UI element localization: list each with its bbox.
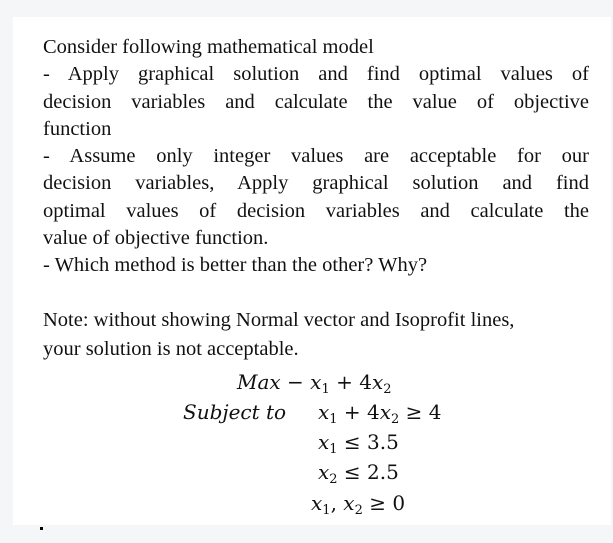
item3-line: - Which method is better than the other? Why? (43, 254, 428, 277)
constraint-2: $x_1 \le 3.5$ (318, 430, 399, 457)
stray-dot-mark (40, 527, 43, 530)
note-block (43, 306, 589, 364)
note-line2: your solution is not acceptable. (43, 338, 299, 360)
problem-statement (43, 34, 589, 280)
constraint-3: $x_2 \le 2.5$ (318, 460, 399, 487)
constraint-4: $x_1$, $x_2 \ge 0$ (311, 491, 406, 518)
item2-line4: value of objective function. (43, 227, 269, 250)
constraint-1: $x_1 + 4x_2 \ge 4$ (318, 400, 442, 427)
item1-line1: - Apply graphical solution and find optimal values of (43, 63, 589, 86)
objective-function: Max − $x_1 + 4x_2$ (237, 370, 392, 397)
item2-line1: - Assume only integer values are acceptable for our (43, 145, 589, 168)
note-line1: Note: without showing Normal vector and Isoprofit lines, (43, 309, 515, 331)
item2-line2: decision variables, Apply graphical solution and find (43, 172, 589, 195)
item1-line3: function (43, 117, 112, 140)
item1-line2: decision variables and calculate the value of objective (43, 90, 589, 113)
objective-minus: − (287, 370, 311, 394)
objective-keyword: Max (237, 370, 281, 394)
intro-line: Consider following mathematical model (43, 36, 374, 58)
item2-line3: optimal values of decision variables and calculate the (43, 199, 589, 222)
problem-card (13, 17, 611, 525)
subject-to-label: Subject to (183, 400, 287, 424)
